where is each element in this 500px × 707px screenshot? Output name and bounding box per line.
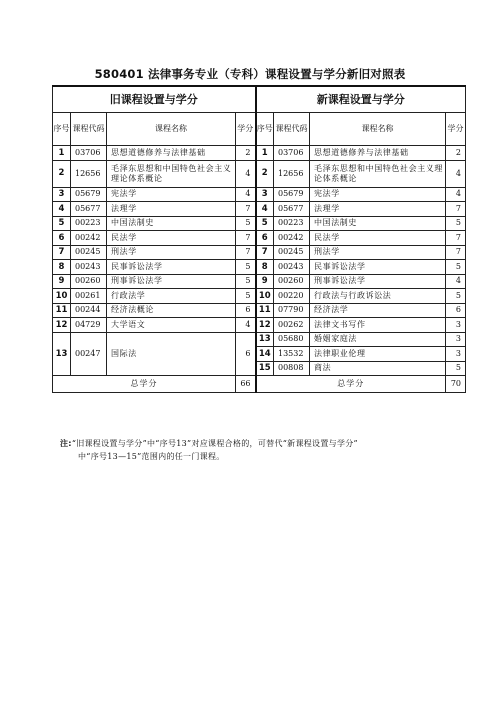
new-credit-header: 学分 bbox=[446, 113, 466, 146]
new-seq-cell: 12 bbox=[256, 318, 274, 333]
table-row bbox=[53, 332, 466, 347]
new-credit-cell: 5 bbox=[446, 361, 466, 376]
old-name-cell: 国际法 bbox=[107, 332, 236, 376]
new-credit-cell: 4 bbox=[446, 160, 466, 187]
new-credit-cell: 2 bbox=[446, 146, 466, 161]
new-name-cell: 经济法学 bbox=[310, 303, 446, 318]
new-credit-cell: 7 bbox=[446, 231, 466, 246]
old-credit-cell: 6 bbox=[236, 303, 256, 318]
old-code-cell: 00243 bbox=[71, 260, 107, 275]
new-seq-cell: 11 bbox=[256, 303, 274, 318]
new-name-header: 课程名称 bbox=[310, 113, 446, 146]
new-seq-cell: 4 bbox=[256, 202, 274, 217]
old-name-cell: 刑事诉讼法学 bbox=[107, 274, 236, 289]
new-credit-cell: 3 bbox=[446, 332, 466, 347]
new-section-header: 新课程设置与学分 bbox=[256, 86, 466, 113]
new-code-cell: 00243 bbox=[274, 260, 310, 275]
old-name-cell: 民事诉讼法学 bbox=[107, 260, 236, 275]
new-seq-cell: 9 bbox=[256, 274, 274, 289]
old-seq-cell: 4 bbox=[53, 202, 71, 217]
old-name-cell: 中国法制史 bbox=[107, 216, 236, 231]
table-row bbox=[53, 231, 466, 246]
new-total-label: 总学分 bbox=[256, 376, 446, 393]
table-row bbox=[53, 160, 466, 187]
new-name-cell: 毛泽东思想和中国特色社会主义理论体系概论 bbox=[310, 160, 446, 187]
old-code-cell: 05677 bbox=[71, 202, 107, 217]
old-total-label: 总学分 bbox=[53, 376, 236, 393]
old-credit-cell: 4 bbox=[236, 160, 256, 187]
new-credit-cell: 5 bbox=[446, 216, 466, 231]
table-row bbox=[53, 303, 466, 318]
old-code-cell: 00260 bbox=[71, 274, 107, 289]
new-seq-cell: 8 bbox=[256, 260, 274, 275]
old-name-cell: 思想道德修养与法律基础 bbox=[107, 146, 236, 161]
new-seq-cell: 6 bbox=[256, 231, 274, 246]
old-seq-cell: 8 bbox=[53, 260, 71, 275]
footnote-line-2: 中“序号13—15”范围内的任一门课程。 bbox=[78, 452, 225, 461]
old-credit-cell: 7 bbox=[236, 231, 256, 246]
table-row bbox=[53, 202, 466, 217]
new-seq-cell: 5 bbox=[256, 216, 274, 231]
table-row bbox=[53, 187, 466, 202]
old-seq-cell: 7 bbox=[53, 245, 71, 260]
new-code-cell: 07790 bbox=[274, 303, 310, 318]
new-credit-cell: 7 bbox=[446, 202, 466, 217]
new-credit-cell: 3 bbox=[446, 318, 466, 333]
page-title: 580401 法律事务专业（专科）课程设置与学分新旧对照表 bbox=[94, 67, 406, 81]
old-name-cell: 经济法概论 bbox=[107, 303, 236, 318]
new-code-cell: 00220 bbox=[274, 289, 310, 304]
old-section-header: 旧课程设置与学分 bbox=[53, 86, 256, 113]
old-code-cell: 03706 bbox=[71, 146, 107, 161]
table-row bbox=[53, 146, 466, 161]
footnote-line-1: “旧课程设置与学分”中“序号13”对应课程合格的，可替代“新课程设置与学分” bbox=[71, 439, 358, 448]
old-code-cell: 12656 bbox=[71, 160, 107, 187]
old-code-cell: 00247 bbox=[71, 332, 107, 376]
new-code-cell: 12656 bbox=[274, 160, 310, 187]
old-credit-cell: 5 bbox=[236, 274, 256, 289]
new-code-cell: 05680 bbox=[274, 332, 310, 347]
table-row bbox=[53, 318, 466, 333]
new-credit-cell: 6 bbox=[446, 303, 466, 318]
new-seq-cell: 10 bbox=[256, 289, 274, 304]
new-name-cell: 行政法与行政诉讼法 bbox=[310, 289, 446, 304]
new-credit-cell: 4 bbox=[446, 274, 466, 289]
new-name-cell: 婚姻家庭法 bbox=[310, 332, 446, 347]
old-name-cell: 行政法学 bbox=[107, 289, 236, 304]
old-name-cell: 大学语文 bbox=[107, 318, 236, 333]
new-name-cell: 商法 bbox=[310, 361, 446, 376]
new-name-cell: 法律文书写作 bbox=[310, 318, 446, 333]
new-code-cell: 00260 bbox=[274, 274, 310, 289]
old-seq-cell: 3 bbox=[53, 187, 71, 202]
new-credit-cell: 7 bbox=[446, 245, 466, 260]
old-code-header: 课程代码 bbox=[71, 113, 107, 146]
new-code-header: 课程代码 bbox=[274, 113, 310, 146]
new-code-cell: 03706 bbox=[274, 146, 310, 161]
new-seq-cell: 1 bbox=[256, 146, 274, 161]
old-name-cell: 民法学 bbox=[107, 231, 236, 246]
new-code-cell: 05679 bbox=[274, 187, 310, 202]
old-name-header: 课程名称 bbox=[107, 113, 236, 146]
new-name-cell: 刑事诉讼法学 bbox=[310, 274, 446, 289]
new-name-cell: 思想道德修养与法律基础 bbox=[310, 146, 446, 161]
new-name-cell: 民法学 bbox=[310, 231, 446, 246]
old-total-value: 66 bbox=[236, 376, 256, 393]
total-row bbox=[53, 376, 466, 393]
old-seq-cell: 11 bbox=[53, 303, 71, 318]
new-code-cell: 00245 bbox=[274, 245, 310, 260]
old-name-cell: 毛泽东思想和中国特色社会主义理论体系概论 bbox=[107, 160, 236, 187]
new-seq-cell: 14 bbox=[256, 347, 274, 362]
old-seq-cell: 6 bbox=[53, 231, 71, 246]
old-name-cell: 刑法学 bbox=[107, 245, 236, 260]
new-seq-cell: 3 bbox=[256, 187, 274, 202]
old-seq-cell: 10 bbox=[53, 289, 71, 304]
footnote bbox=[60, 437, 480, 463]
new-total-value: 70 bbox=[446, 376, 466, 393]
new-credit-cell: 5 bbox=[446, 260, 466, 275]
old-code-cell: 00245 bbox=[71, 245, 107, 260]
table-row bbox=[53, 216, 466, 231]
new-code-cell: 13532 bbox=[274, 347, 310, 362]
new-name-cell: 宪法学 bbox=[310, 187, 446, 202]
new-credit-cell: 4 bbox=[446, 187, 466, 202]
table-row bbox=[53, 245, 466, 260]
new-seq-cell: 7 bbox=[256, 245, 274, 260]
old-code-cell: 00261 bbox=[71, 289, 107, 304]
old-credit-cell: 4 bbox=[236, 318, 256, 333]
table-row bbox=[53, 289, 466, 304]
new-name-cell: 刑法学 bbox=[310, 245, 446, 260]
new-credit-cell: 5 bbox=[446, 289, 466, 304]
old-credit-cell: 2 bbox=[236, 146, 256, 161]
new-seq-cell: 15 bbox=[256, 361, 274, 376]
new-code-cell: 00262 bbox=[274, 318, 310, 333]
old-seq-cell: 12 bbox=[53, 318, 71, 333]
table-row bbox=[53, 274, 466, 289]
new-name-cell: 法理学 bbox=[310, 202, 446, 217]
new-code-cell: 05677 bbox=[274, 202, 310, 217]
old-name-cell: 法理学 bbox=[107, 202, 236, 217]
new-credit-cell: 3 bbox=[446, 347, 466, 362]
table-row bbox=[53, 260, 466, 275]
old-code-cell: 04729 bbox=[71, 318, 107, 333]
old-code-cell: 00242 bbox=[71, 231, 107, 246]
old-credit-cell: 7 bbox=[236, 245, 256, 260]
old-seq-cell: 9 bbox=[53, 274, 71, 289]
old-code-cell: 00223 bbox=[71, 216, 107, 231]
old-credit-cell: 7 bbox=[236, 202, 256, 217]
old-credit-header: 学分 bbox=[236, 113, 256, 146]
new-name-cell: 中国法制史 bbox=[310, 216, 446, 231]
old-seq-cell: 2 bbox=[53, 160, 71, 187]
new-seq-cell: 13 bbox=[256, 332, 274, 347]
old-seq-cell: 1 bbox=[53, 146, 71, 161]
old-seq-cell: 5 bbox=[53, 216, 71, 231]
new-code-cell: 00808 bbox=[274, 361, 310, 376]
new-seq-header: 序号 bbox=[256, 113, 274, 146]
new-name-cell: 法律职业伦理 bbox=[310, 347, 446, 362]
footnote-label: 注: bbox=[60, 439, 72, 448]
old-credit-cell: 5 bbox=[236, 216, 256, 231]
new-seq-cell: 2 bbox=[256, 160, 274, 187]
old-credit-cell: 5 bbox=[236, 289, 256, 304]
new-code-cell: 00223 bbox=[274, 216, 310, 231]
old-name-cell: 宪法学 bbox=[107, 187, 236, 202]
old-seq-cell: 13 bbox=[53, 332, 71, 376]
old-credit-cell: 4 bbox=[236, 187, 256, 202]
new-name-cell: 民事诉讼法学 bbox=[310, 260, 446, 275]
old-credit-cell: 6 bbox=[236, 332, 256, 376]
old-seq-header: 序号 bbox=[53, 113, 71, 146]
old-credit-cell: 5 bbox=[236, 260, 256, 275]
old-code-cell: 00244 bbox=[71, 303, 107, 318]
old-code-cell: 05679 bbox=[71, 187, 107, 202]
new-code-cell: 00242 bbox=[274, 231, 310, 246]
course-comparison-table bbox=[52, 85, 466, 393]
